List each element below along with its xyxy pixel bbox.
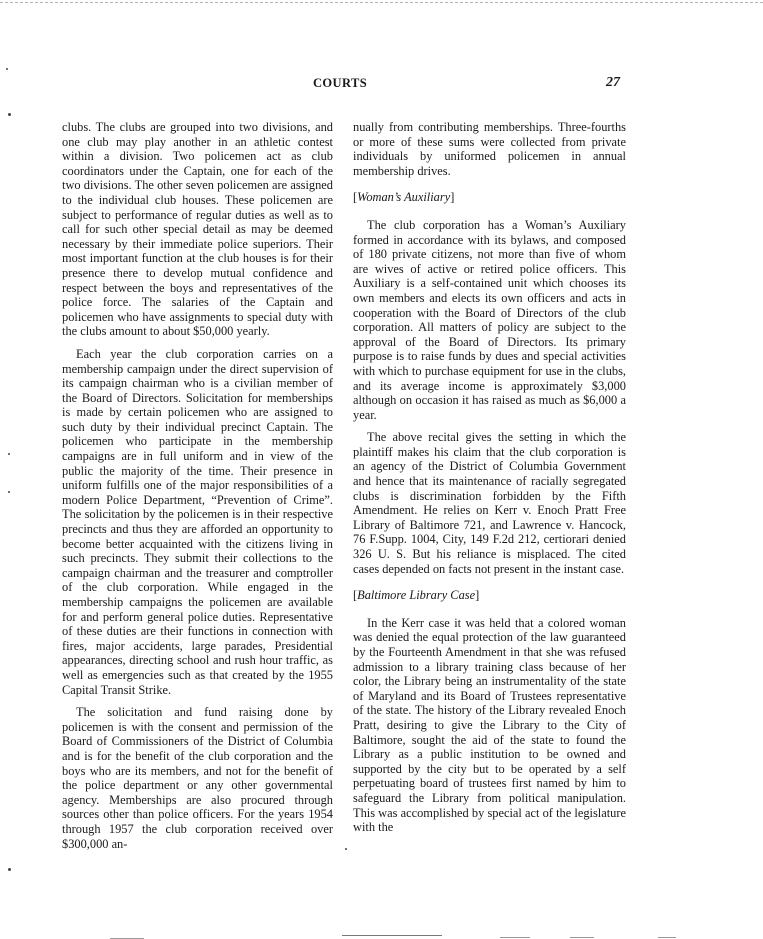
paragraph: In the Kerr case it was held that a colored woman was denied the equal protection of the law guaranteed by the Fourteenth Amendment in that she was refused admission to a library training class because of her color, the Library being an instrumentality of the state of Maryland and its Board of Trustees representative of the state. The history of the Library revealed Enoch Pratt, desiring to give the Library to the City of Baltimore, sought the aid of the state to found the Library as a public institution to be owned and supported by the city but to be operated by a self perpetuating board of trustees first named by him to safeguard the Library from political manipulation. This was accomplished by special act of the legislature with the bbox=[353, 615, 626, 835]
paragraph: Each year the club corporation carries on a membership campaign under the direct supervision of its campaign chairman who is a civilian member of the Board of Directors. Solicitation for memberships is made by certain policemen who are assigned to such duty by their individual precinct Captain. The policemen who participate in the membership campaigns are in full uniform and in view of the public the majority of the time. Their presence in uniform fulfills one of the major responsibilities of a modern Police Department, “Prevention of Crime”. The solicitation by the policemen is in their respective precincts and thus they are afforded an opportunity to become better acquainted with the citizens living in such precincts. They submit their collections to the campaign chairman and the treasurer and comptroller of the club corporation. While engaged in the membership campaigns the policemen are available for and perform general police duties. Representative of these duties are their functions in connection with fires, major accidents, large parades, Presidential appearances, directing school and rush hour traffic, as well as emergencies such as that created by the 1955 Capital Transit Strike. bbox=[62, 346, 333, 697]
scan-mark bbox=[658, 937, 676, 938]
running-head: COURTS bbox=[313, 76, 368, 90]
paragraph: The above recital gives the setting in which the plaintiff makes his claim that the club corporation is an agency of the District of Columbia Government and hence that its maintenance of racially segregated clubs is discrimination forbidden by the Fifth Amendment. He relies on Kerr v. Enoch Pratt Free Library of Baltimore 721, and Lawrence v. Hancock, 76 F.Supp. 1004, City, 149 F.2d 212, certiorari denied 326 U. S. But his reliance is misplaced. The cited cases depended on facts not present in the instant case. bbox=[353, 430, 626, 576]
paragraph: clubs. The clubs are grouped into two divisions, and one club may play another in an athletic contest within a division. Two policemen act as club coordinators under the Captain, one for each of the two divisions. The other seven policemen are assigned to the individual club houses. These policemen are subject to performance of regular duties as well as to call for such other special detail as may be deemed necessary by their immediate police superiors. Their most important function at the club houses is for their presence there to develop mutual confidence and respect between the boys and representatives of the police force. The salaries of the Captain and policemen who have assignments to special duty with the clubs amount to about $50,000 yearly. bbox=[62, 120, 333, 339]
section-heading-womans-auxiliary: [Woman’s Auxiliary] bbox=[353, 190, 455, 205]
scan-speck bbox=[8, 491, 10, 493]
paragraph: The club corporation has a Woman’s Auxiliary formed in accordance with its bylaws, and composed of 180 private citizens, not more than five of whom are wives of active or retired police officers. This Auxiliary is a self-contained unit which chooses its own members and elects its own officers and acts in cooperation with the Board of Directors of the club corporation. All matters of policy are subject to the approval of the Board of Directors. Its primary purpose is to raise funds by dues and special activities with which to purchase equipment for use in the clubs, and its average income is approximately $3,000 although on occasion it has raised as much as $6,000 a year. bbox=[353, 217, 626, 422]
scan-mark bbox=[570, 937, 594, 938]
page-number: 27 bbox=[606, 75, 620, 90]
section-heading-baltimore-library-case: [Baltimore Library Case] bbox=[353, 588, 480, 603]
right-column bbox=[353, 120, 626, 835]
scan-mark bbox=[342, 935, 442, 936]
page-header bbox=[0, 76, 763, 92]
scan-speck bbox=[6, 68, 8, 70]
scan-mark bbox=[500, 937, 530, 938]
scan-speck bbox=[8, 113, 11, 116]
top-scan-edge bbox=[0, 2, 763, 3]
paragraph: The solicitation and fund raising done by policemen is with the consent and permission of the Board of Commissioners of the District of Columbia and is for the benefit of the club corporation and the boys who are its members, and not for the benefit of the police department or any other governmental agency. Memberships are also procured through sources other than police officers. For the years 1954 through 1957 the club corporation received over $300,000 an- bbox=[62, 705, 333, 851]
scan-speck bbox=[8, 868, 11, 871]
left-column bbox=[62, 120, 333, 851]
scan-speck bbox=[8, 453, 10, 455]
section-heading-text: Baltimore Library Case bbox=[357, 588, 476, 603]
paragraph: nually from contributing memberships. Three-fourths or more of these sums were collected from private individuals by uniformed policemen in annual membership drives. bbox=[353, 120, 626, 178]
scan-speck bbox=[345, 848, 347, 850]
section-heading-text: Woman’s Auxiliary bbox=[357, 190, 451, 205]
